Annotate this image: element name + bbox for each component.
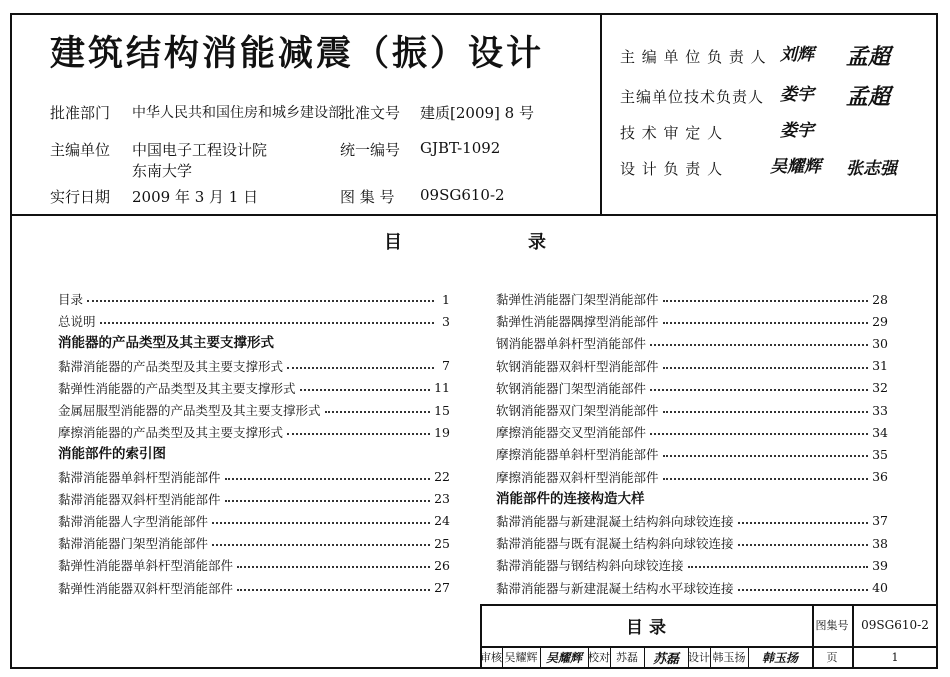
toc-entry: [496, 421, 888, 443]
toc-entry-page: 39: [872, 557, 888, 573]
toc-leader-dots: [663, 455, 869, 457]
designer-label: 设计: [688, 651, 710, 664]
toc-leader-dots: [663, 411, 869, 413]
toc-entry-title: 目录: [58, 292, 84, 308]
toc-leader-dots: [663, 300, 869, 302]
toc-entry-page: 24: [434, 513, 450, 529]
toc-entry-page: 28: [872, 291, 888, 307]
sig-mark-1: 孟超: [846, 44, 891, 70]
toc-entry-page: 26: [434, 557, 450, 573]
toc-entry: [496, 443, 888, 465]
toc-entry-title: 黏滞消能器与新建混凝土结构斜向球铰连接: [496, 513, 734, 529]
toc-entry-title: 黏滞消能器门架型消能部件: [58, 536, 209, 552]
reviewer-signature: 吴耀辉: [545, 650, 582, 665]
toc-leader-dots: [650, 389, 868, 391]
toc-leader-dots: [738, 589, 869, 591]
atlas-no: 09SG610-2: [420, 186, 505, 204]
toc-entry: [58, 310, 450, 332]
toc-entry: [496, 355, 888, 377]
editor-unit-2: 东南大学: [132, 162, 193, 180]
toc-leader-dots: [650, 433, 868, 435]
toc-section-heading: 消能器的产品类型及其主要支撑形式: [58, 335, 274, 352]
toc-leader-dots: [237, 589, 430, 591]
toc-entry-title: 软钢消能器双斜杆型消能部件: [496, 358, 659, 374]
toc-entry: [496, 510, 888, 532]
toc-entry-title: 软钢消能器门架型消能部件: [496, 380, 647, 396]
toc-entry-page: 32: [872, 380, 888, 396]
toc-entry-page: 25: [434, 535, 450, 551]
toc-entry-page: 19: [434, 424, 450, 440]
toc-entry-title: 摩擦消能器的产品类型及其主要支撑形式: [58, 425, 284, 441]
toc-entry-page: 27: [434, 580, 450, 596]
toc-entry-page: 7: [442, 358, 450, 374]
sig-mark-2: 孟超: [846, 84, 891, 110]
toc-entry-page: 33: [872, 402, 888, 418]
toc-entry-title: 黏弹性消能器单斜杆型消能部件: [58, 558, 234, 574]
toc-entry-title: 黏滞消能器的产品类型及其主要支撑形式: [58, 358, 284, 374]
toc-entry-title: 黏弹性消能器门架型消能部件: [496, 292, 659, 308]
toc-entry-page: 38: [872, 535, 888, 551]
title-block-drawing-title: 目 录: [626, 617, 666, 638]
approval-doc: 建质[2009] 8 号: [420, 104, 534, 122]
sig-label-3: 技 术 审 定 人: [620, 124, 724, 142]
toc-entry: [58, 488, 450, 510]
toc-leader-dots: [87, 300, 434, 302]
page-label: 页: [826, 651, 838, 664]
title-block: [480, 604, 938, 667]
reviewer-name: 吴耀辉: [504, 651, 538, 664]
toc-leader-dots: [300, 389, 431, 391]
toc-entry: [58, 399, 450, 421]
toc-entry-title: 黏弹性消能器隅撑型消能部件: [496, 314, 659, 330]
toc-entry-page: 3: [442, 313, 450, 329]
checker-name: 苏磊: [616, 651, 638, 664]
editor-unit-1: 中国电子工程设计院: [132, 141, 268, 159]
header-column-divider: [600, 13, 602, 214]
toc-heading-char-2: 录: [528, 232, 546, 253]
toc-entry: [58, 510, 450, 532]
toc-section-heading: 消能部件的索引图: [58, 446, 166, 463]
title-block-atlas-no-label: 图集号: [815, 619, 849, 632]
toc-entry: [58, 377, 450, 399]
toc-entry: [58, 355, 450, 377]
toc-leader-dots: [212, 522, 430, 524]
toc-entry-title: 摩擦消能器单斜杆型消能部件: [496, 447, 659, 463]
sig-label-2: 主编单位技术负责人: [620, 88, 765, 106]
toc-entry-title: 金属屈服型消能器的产品类型及其主要支撑形式: [58, 403, 321, 419]
toc-leader-dots: [287, 367, 434, 369]
effective-date-label: 实行日期: [50, 188, 111, 206]
approval-doc-label: 批准文号: [340, 104, 401, 122]
toc-entry: [58, 532, 450, 554]
atlas-title: 建筑结构消能减震（振）设计: [50, 34, 545, 74]
toc-entry-title: 黏滞消能器单斜杆型消能部件: [58, 469, 221, 485]
toc-entry-page: 34: [872, 424, 888, 440]
toc-entry-title: 软钢消能器双门架型消能部件: [496, 403, 659, 419]
sig-name-2: 娄宇: [780, 85, 814, 105]
toc-entry-page: 15: [434, 402, 450, 418]
toc-right-column: [496, 288, 888, 599]
toc-leader-dots: [663, 322, 869, 324]
toc-entry: [496, 532, 888, 554]
toc-entry-title: 黏弹性消能器的产品类型及其主要支撑形式: [58, 380, 296, 396]
sig-mark-4: 张志强: [846, 159, 897, 179]
toc-entry-page: 11: [434, 380, 450, 396]
toc-leader-dots: [688, 566, 869, 568]
toc-entry-page: 37: [872, 513, 888, 529]
toc-entry-title: 摩擦消能器交叉型消能部件: [496, 425, 647, 441]
toc-entry-title: 钢消能器单斜杆型消能部件: [496, 336, 647, 352]
toc-entry: [58, 554, 450, 576]
toc-leader-dots: [225, 478, 431, 480]
toc-entry-page: 30: [872, 335, 888, 351]
toc-entry-page: 22: [434, 469, 450, 485]
toc-entry-title: 黏滞消能器与既有混凝土结构斜向球铰连接: [496, 536, 734, 552]
sig-label-4: 设 计 负 责 人: [620, 160, 724, 178]
toc-entry-title: 总说明: [58, 314, 96, 330]
toc-entry-title: 黏滞消能器人字型消能部件: [58, 513, 209, 529]
toc-leader-dots: [738, 522, 869, 524]
toc-entry: [58, 288, 450, 310]
header-bottom-rule: [10, 214, 938, 216]
toc-entry: [496, 377, 888, 399]
toc-entry: [496, 332, 888, 354]
toc-entry-page: 31: [872, 358, 888, 374]
checker-label: 校对: [588, 651, 610, 664]
toc-leader-dots: [738, 544, 869, 546]
designer-name: 韩玉扬: [712, 651, 746, 664]
toc-leader-dots: [663, 367, 869, 369]
toc-entry-page: 1: [442, 291, 450, 307]
unified-no-label: 统一编号: [340, 141, 401, 159]
toc-entry-title: 黏滞消能器与钢结构斜向球铰连接: [496, 558, 684, 574]
toc-leader-dots: [212, 544, 430, 546]
toc-entry-page: 40: [872, 580, 888, 596]
toc-leader-dots: [225, 500, 431, 502]
title-block-atlas-no: 09SG610-2: [861, 618, 929, 632]
toc-entry: [496, 399, 888, 421]
toc-entry-page: 23: [434, 491, 450, 507]
approval-dept: 中华人民共和国住房和城乡建设部: [132, 105, 342, 121]
toc-entry-page: 35: [872, 446, 888, 462]
toc-entry: [58, 421, 450, 443]
toc-entry-title: 黏滞消能器与新建混凝土结构水平球铰连接: [496, 580, 734, 596]
atlas-no-label: 图 集 号: [340, 188, 395, 206]
approval-dept-label: 批准部门: [50, 104, 111, 122]
toc-entry-page: 29: [872, 313, 888, 329]
checker-signature: 苏磊: [652, 651, 679, 667]
toc-leader-dots: [237, 566, 430, 568]
sig-label-1: 主 编 单 位 负 责 人: [620, 48, 767, 66]
toc-leader-dots: [325, 411, 431, 413]
toc-entry-title: 黏滞消能器双斜杆型消能部件: [58, 491, 221, 507]
toc-section-heading: 消能部件的连接构造大样: [496, 490, 645, 507]
toc-entry: [496, 576, 888, 598]
toc-leader-dots: [650, 344, 868, 346]
toc-entry: [496, 288, 888, 310]
sig-name-1: 刘辉: [780, 45, 814, 65]
toc-entry-title: 摩擦消能器双斜杆型消能部件: [496, 469, 659, 485]
reviewer-label: 审核: [480, 651, 502, 664]
designer-signature: 韩玉扬: [761, 650, 798, 665]
toc-entry: [496, 554, 888, 576]
toc-entry: [496, 466, 888, 488]
toc-leader-dots: [287, 433, 430, 435]
editor-unit-label: 主编单位: [50, 141, 111, 159]
toc-entry: [496, 310, 888, 332]
toc-entry-title: 黏弹性消能器双斜杆型消能部件: [58, 580, 234, 596]
toc-leader-dots: [663, 478, 869, 480]
toc-entry: [58, 576, 450, 598]
sig-name-3: 娄宇: [780, 121, 814, 141]
toc-entry-page: 36: [872, 469, 888, 485]
toc-leader-dots: [100, 322, 434, 324]
page-number: 1: [891, 650, 899, 664]
toc-entry: [58, 466, 450, 488]
effective-date: 2009 年 3 月 1 日: [132, 188, 259, 206]
sig-name-4: 吴耀辉: [770, 157, 821, 177]
toc-left-column: [58, 288, 450, 599]
toc-heading-char-1: 目: [384, 232, 402, 253]
unified-no: GJBT-1092: [420, 139, 501, 157]
